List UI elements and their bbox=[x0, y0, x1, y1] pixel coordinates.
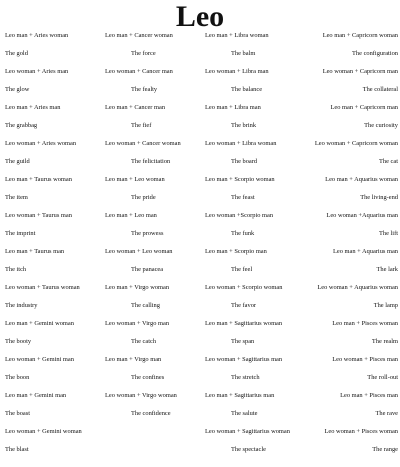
pairing-label: Leo woman + Cancer woman bbox=[105, 140, 181, 147]
pairing-description: The balance bbox=[231, 86, 263, 93]
pairing-label: Leo woman + Taurus man bbox=[5, 212, 72, 219]
pairing-description: The confidence bbox=[131, 410, 171, 417]
page-title: Leo bbox=[175, 0, 225, 33]
pairing-label: Leo man + Aquarius woman bbox=[325, 176, 398, 183]
pairing-description: The feast bbox=[231, 194, 255, 201]
pairing-description: The fealty bbox=[131, 86, 158, 93]
pairing-description: The range bbox=[372, 446, 398, 453]
pairing-label: Leo woman + Virgo man bbox=[105, 320, 170, 327]
pairing-description: The pride bbox=[131, 194, 156, 201]
pairing-label: Leo woman + Aquarius woman bbox=[317, 284, 398, 291]
pairing-label: Leo woman + Capricorn man bbox=[322, 68, 398, 75]
pairings-grid bbox=[0, 27, 400, 467]
pairing-label: Leo woman +Scorpio man bbox=[205, 212, 274, 219]
pairing-label: Leo woman + Virgo woman bbox=[105, 392, 177, 399]
pairing-label: Leo man + Gemini woman bbox=[5, 320, 74, 327]
pairing-label: Leo man + Capricorn man bbox=[330, 104, 398, 111]
column-cancer-leo-virgo bbox=[105, 27, 205, 423]
pairing-description: The fief bbox=[131, 122, 152, 129]
pairing-description: The booty bbox=[5, 338, 32, 345]
pairing-description: The lamp bbox=[373, 302, 398, 309]
pairing-label: Leo man + Sagittarius man bbox=[205, 392, 275, 399]
pairing-description: The stretch bbox=[231, 374, 260, 381]
pairing-label: Leo woman + Sagittarius man bbox=[205, 356, 283, 363]
pairing-description: The balm bbox=[231, 50, 256, 57]
pairing-label: Leo man + Taurus man bbox=[5, 248, 65, 255]
pairing-label: Leo man + Aries woman bbox=[5, 32, 69, 39]
pairing-label: Leo man + Pisces woman bbox=[332, 320, 398, 327]
pairing-label: Leo man + Libra woman bbox=[205, 32, 269, 39]
pairing-description: The cat bbox=[379, 158, 398, 165]
pairing-description: The boast bbox=[5, 410, 31, 417]
pairing-label: Leo man + Gemini man bbox=[5, 392, 67, 399]
pairing-description: The favor bbox=[231, 302, 257, 309]
pairing-label: Leo woman + Cancer man bbox=[105, 68, 173, 75]
pairing-label: Leo woman + Libra woman bbox=[205, 140, 277, 147]
pairing-description: The feel bbox=[231, 266, 253, 273]
pairing-label: Leo woman + Sagittarius woman bbox=[205, 428, 290, 435]
pairing-description: The brink bbox=[231, 122, 257, 129]
pairing-description: The felicitation bbox=[131, 158, 171, 165]
pairing-description: The curiosity bbox=[364, 122, 398, 129]
pairing-description: The spectacle bbox=[231, 446, 266, 453]
pairing-description: The boon bbox=[5, 374, 30, 381]
pairing-description: The calling bbox=[131, 302, 160, 309]
pairing-description: The roll-out bbox=[367, 374, 398, 381]
pairing-description: The lift bbox=[379, 230, 398, 237]
pairing-description: The confines bbox=[131, 374, 165, 381]
pairing-description: The gold bbox=[5, 50, 28, 57]
pairing-description: The collateral bbox=[362, 86, 398, 93]
pairing-description: The catch bbox=[131, 338, 157, 345]
pairing-label: Leo woman + Leo woman bbox=[105, 248, 173, 255]
pairing-description: The blast bbox=[5, 446, 29, 453]
pairing-label: Leo man + Libra man bbox=[205, 104, 261, 111]
column-libra-scorpio-sagittarius bbox=[205, 27, 305, 459]
pairing-description: The prowess bbox=[131, 230, 164, 237]
pairing-label: Leo woman + Aries man bbox=[5, 68, 69, 75]
pairing-label: Leo woman + Capricorn woman bbox=[314, 140, 398, 147]
pairing-label: Leo man + Leo man bbox=[105, 212, 157, 219]
pairing-description: The salute bbox=[231, 410, 258, 417]
column-capricorn-aquarius-pisces bbox=[300, 27, 398, 459]
pairing-description: The force bbox=[131, 50, 156, 57]
pairing-description: The rave bbox=[375, 410, 398, 417]
pairing-description: The grabbag bbox=[5, 122, 38, 129]
pairing-description: The glow bbox=[5, 86, 30, 93]
pairing-description: The lark bbox=[376, 266, 398, 273]
pairing-label: Leo man + Pisces man bbox=[340, 392, 398, 399]
pairing-label: Leo man + Leo woman bbox=[105, 176, 165, 183]
pairing-description: The realm bbox=[371, 338, 398, 345]
pairing-label: Leo man + Aries man bbox=[5, 104, 61, 111]
pairing-label: Leo woman + Libra man bbox=[205, 68, 269, 75]
pairing-label: Leo woman + Pisces man bbox=[332, 356, 398, 363]
pairing-label: Leo man + Virgo man bbox=[105, 356, 162, 363]
pairing-description: The funk bbox=[231, 230, 255, 237]
column-aries-taurus-gemini bbox=[5, 27, 105, 459]
pairing-label: Leo man + Aquarius man bbox=[332, 248, 398, 255]
pairing-description: The span bbox=[231, 338, 255, 345]
pairing-label: Leo woman + Gemini woman bbox=[5, 428, 82, 435]
pairing-description: The board bbox=[231, 158, 258, 165]
pairing-label: Leo man + Sagittarius woman bbox=[205, 320, 283, 327]
pairing-label: Leo man + Scorpio man bbox=[205, 248, 267, 255]
pairing-label: Leo man + Cancer man bbox=[105, 104, 166, 111]
pairing-label: Leo woman +Aquarius man bbox=[326, 212, 398, 219]
pairing-label: Leo man + Cancer woman bbox=[105, 32, 173, 39]
pairing-label: Leo man + Taurus woman bbox=[5, 176, 72, 183]
pairing-label: Leo woman + Aries woman bbox=[5, 140, 77, 147]
pairing-label: Leo woman + Scorpio woman bbox=[205, 284, 283, 291]
pairing-label: Leo man + Scorpio woman bbox=[205, 176, 275, 183]
pairing-label: Leo man + Capricorn woman bbox=[322, 32, 398, 39]
pairing-label: Leo man + Virgo woman bbox=[105, 284, 170, 291]
pairing-description: The panacea bbox=[131, 266, 164, 273]
pairing-description: The guild bbox=[5, 158, 30, 165]
pairing-label: Leo woman + Taurus woman bbox=[5, 284, 80, 291]
pairing-description: The itch bbox=[5, 266, 27, 273]
pairing-label: Leo woman + Pisces woman bbox=[324, 428, 398, 435]
pairing-description: The item bbox=[5, 194, 28, 201]
pairing-description: The configuration bbox=[352, 50, 398, 57]
pairing-label: Leo woman + Gemini man bbox=[5, 356, 74, 363]
pairing-description: The living-end bbox=[360, 194, 398, 201]
pairing-description: The industry bbox=[5, 302, 38, 309]
pairing-description: The imprint bbox=[5, 230, 36, 237]
